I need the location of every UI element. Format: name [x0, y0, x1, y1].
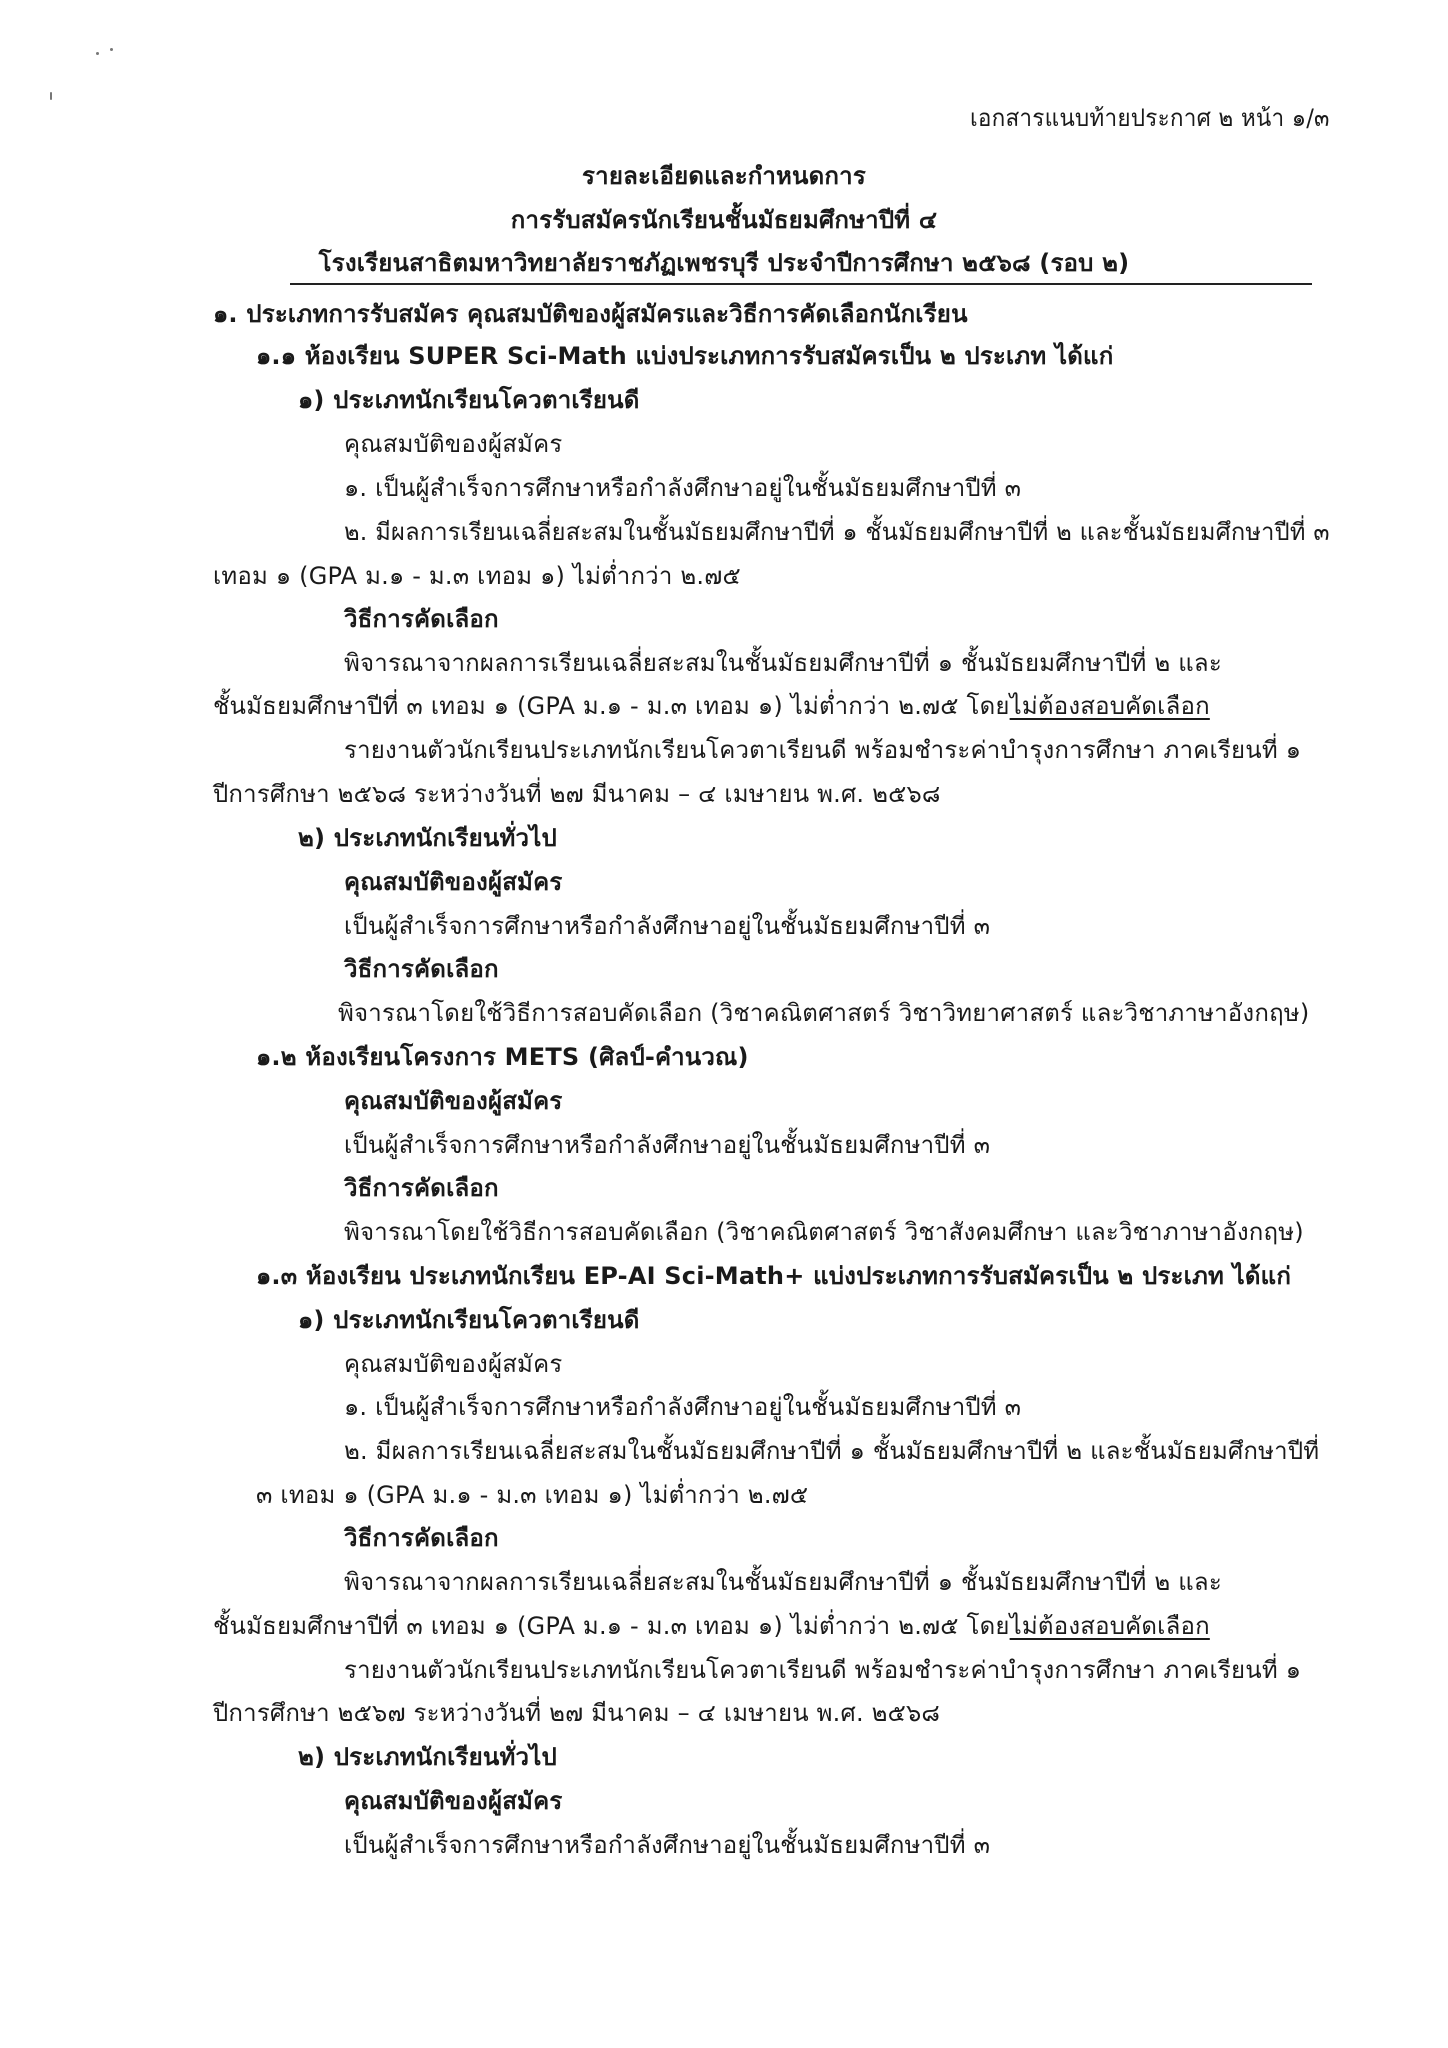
heading-line-2: การรับสมัครนักเรียนชั้นมัธยมศึกษาปีที่ ๔ — [510, 206, 938, 234]
s13-quota-item-2-cont: ๓ เทอม ๑ (GPA ม.๑ - ม.๓ เทอม ๑) ไม่ต่ำกว่า ๒.๗๕ — [256, 1481, 809, 1509]
s11-quota-item-1: ๑. เป็นผู้สำเร็จการศึกษาหรือกำลังศึกษาอยู่ในชั้นมัธยมศึกษาปีที่ ๓ — [344, 474, 1022, 502]
s13-quota-no-exam: ไม่ต้องสอบคัดเลือก — [1009, 1612, 1210, 1640]
s12-qual-label: คุณสมบัติของผู้สมัคร — [344, 1087, 563, 1115]
s11-general-title: ๒) ประเภทนักเรียนทั่วไป — [298, 824, 557, 852]
s11-quota-method: พิจารณาจากผลการเรียนเฉลี่ยสะสมในชั้นมัธยมศึกษาปีที่ ๑ ชั้นมัธยมศึกษาปีที่ ๒ และ — [344, 649, 1222, 677]
s11-general-method: พิจารณาโดยใช้วิธีการสอบคัดเลือก (วิชาคณิตศาสตร์ วิชาวิทยาศาสตร์ และวิชาภาษาอังกฤษ) — [338, 999, 1310, 1027]
scan-speck — [110, 48, 113, 51]
s11-quota-item-2: ๒. มีผลการเรียนเฉลี่ยสะสมในชั้นมัธยมศึกษาปีที่ ๑ ชั้นมัธยมศึกษาปีที่ ๒ และชั้นมัธยมศึกษาปีที่ ๓ — [344, 518, 1330, 546]
heading-line-1: รายละเอียดและกำหนดการ — [582, 162, 866, 190]
s13-quota-method: พิจารณาจากผลการเรียนเฉลี่ยสะสมในชั้นมัธยมศึกษาปีที่ ๑ ชั้นมัธยมศึกษาปีที่ ๒ และ — [344, 1568, 1222, 1596]
heading-divider — [290, 283, 1312, 285]
scan-speck — [50, 92, 52, 100]
s11-quota-method-text: ชั้นมัธยมศึกษาปีที่ ๓ เทอม ๑ (GPA ม.๑ - ม.๓ เทอม ๑) ไม่ต่ำกว่า ๒.๗๕ โดย — [213, 692, 1010, 720]
section-1-title: ๑. ประเภทการรับสมัคร คุณสมบัติของผู้สมัครและวิธีการคัดเลือกนักเรียน — [213, 300, 968, 328]
scan-speck — [96, 52, 99, 55]
s11-quota-qual-label: คุณสมบัติของผู้สมัคร — [344, 430, 563, 458]
heading-line-3: โรงเรียนสาธิตมหาวิทยาลัยราชภัฏเพชรบุรี ประจำปีการศึกษา ๒๕๖๘ (รอบ ๒) — [318, 249, 1130, 277]
s12-method-label: วิธีการคัดเลือก — [344, 1174, 499, 1202]
s11-general-qual-label: คุณสมบัติของผู้สมัคร — [344, 868, 563, 896]
s11-quota-method-cont — [213, 690, 1210, 722]
s13-quota-item-2: ๒. มีผลการเรียนเฉลี่ยสะสมในชั้นมัธยมศึกษาปีที่ ๑ ชั้นมัธยมศึกษาปีที่ ๒ และชั้นมัธยมศึกษาปีที่ — [344, 1437, 1320, 1465]
s13-general-qual-label: คุณสมบัติของผู้สมัคร — [344, 1787, 563, 1815]
s12-title: ๑.๒ ห้องเรียนโครงการ METS (ศิลป์-คำนวณ) — [256, 1043, 749, 1071]
s11-quota-title: ๑) ประเภทนักเรียนโควตาเรียนดี — [298, 386, 640, 414]
s11-quota-no-exam: ไม่ต้องสอบคัดเลือก — [1009, 692, 1210, 720]
s11-title: ๑.๑ ห้องเรียน SUPER Sci-Math แบ่งประเภทการรับสมัครเป็น ๒ ประเภท ได้แก่ — [256, 342, 1114, 370]
s13-quota-method-text: ชั้นมัธยมศึกษาปีที่ ๓ เทอม ๑ (GPA ม.๑ - ม.๓ เทอม ๑) ไม่ต่ำกว่า ๒.๗๕ โดย — [213, 1612, 1010, 1640]
s13-quota-item-1: ๑. เป็นผู้สำเร็จการศึกษาหรือกำลังศึกษาอยู่ในชั้นมัธยมศึกษาปีที่ ๓ — [344, 1393, 1022, 1421]
s11-quota-item-2-cont: เทอม ๑ (GPA ม.๑ - ม.๓ เทอม ๑) ไม่ต่ำกว่า ๒.๗๕ — [213, 562, 741, 590]
s12-qual: เป็นผู้สำเร็จการศึกษาหรือกำลังศึกษาอยู่ในชั้นมัธยมศึกษาปีที่ ๓ — [344, 1131, 991, 1159]
s13-quota-report: รายงานตัวนักเรียนประเภทนักเรียนโควตาเรียนดี พร้อมชำระค่าบำรุงการศึกษา ภาคเรียนที่ ๑ — [344, 1656, 1302, 1684]
s13-quota-method-label: วิธีการคัดเลือก — [344, 1524, 499, 1552]
s11-general-method-label: วิธีการคัดเลือก — [344, 955, 499, 983]
s13-general-qual: เป็นผู้สำเร็จการศึกษาหรือกำลังศึกษาอยู่ในชั้นมัธยมศึกษาปีที่ ๓ — [344, 1831, 991, 1859]
s12-method: พิจารณาโดยใช้วิธีการสอบคัดเลือก (วิชาคณิตศาสตร์ วิชาสังคมศึกษา และวิชาภาษาอังกฤษ) — [344, 1218, 1304, 1246]
s13-general-title: ๒) ประเภทนักเรียนทั่วไป — [298, 1743, 557, 1771]
s13-title: ๑.๓ ห้องเรียน ประเภทนักเรียน EP-AI Sci-Math+ แบ่งประเภทการรับสมัครเป็น ๒ ประเภท ได้แก่ — [256, 1262, 1292, 1290]
s11-quota-report-cont: ปีการศึกษา ๒๕๖๘ ระหว่างวันที่ ๒๗ มีนาคม – ๔ เมษายน พ.ศ. ๒๕๖๘ — [213, 780, 941, 808]
s13-quota-method-cont — [213, 1610, 1210, 1642]
s11-general-qual: เป็นผู้สำเร็จการศึกษาหรือกำลังศึกษาอยู่ในชั้นมัธยมศึกษาปีที่ ๓ — [344, 912, 991, 940]
s13-quota-report-cont: ปีการศึกษา ๒๕๖๗ ระหว่างวันที่ ๒๗ มีนาคม – ๔ เมษายน พ.ศ. ๒๕๖๘ — [213, 1699, 941, 1727]
s11-quota-report: รายงานตัวนักเรียนประเภทนักเรียนโควตาเรียนดี พร้อมชำระค่าบำรุงการศึกษา ภาคเรียนที่ ๑ — [344, 736, 1302, 764]
s13-quota-qual-label: คุณสมบัติของผู้สมัคร — [344, 1350, 563, 1378]
s13-quota-title: ๑) ประเภทนักเรียนโควตาเรียนดี — [298, 1306, 640, 1334]
s11-quota-method-label: วิธีการคัดเลือก — [344, 605, 499, 633]
page-reference: เอกสารแนบท้ายประกาศ ๒ หน้า ๑/๓ — [970, 104, 1330, 132]
